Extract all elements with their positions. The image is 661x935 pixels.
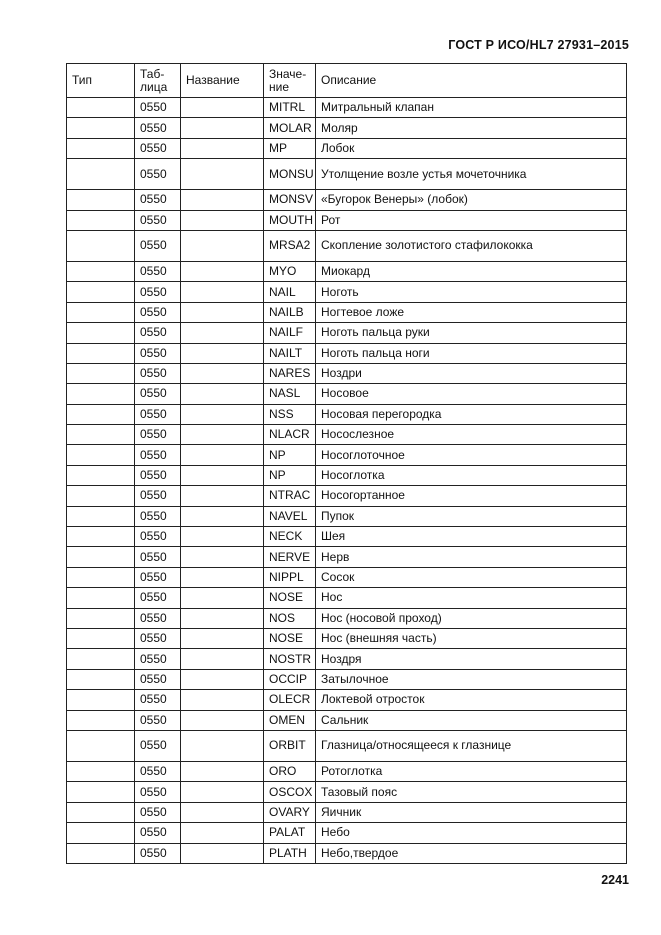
cell-value: NAIL [264, 282, 316, 302]
table-row [67, 506, 627, 526]
cell-table: 0550 [135, 628, 181, 648]
cell-name [181, 98, 264, 118]
cell-name [181, 506, 264, 526]
table-row [67, 486, 627, 506]
cell-table: 0550 [135, 261, 181, 281]
cell-description: Небо [316, 823, 627, 843]
cell-table: 0550 [135, 608, 181, 628]
table-row [67, 404, 627, 424]
cell-table: 0550 [135, 547, 181, 567]
cell-type [67, 730, 135, 761]
cell-description: Скопление золотистого стафилококка [316, 230, 627, 261]
header-value [264, 64, 316, 98]
table-row [67, 302, 627, 322]
cell-type [67, 843, 135, 863]
cell-value: MYO [264, 261, 316, 281]
cell-table: 0550 [135, 710, 181, 730]
cell-name [181, 404, 264, 424]
cell-type [67, 384, 135, 404]
cell-value: NLACR [264, 425, 316, 445]
cell-value: PALAT [264, 823, 316, 843]
cell-type [67, 567, 135, 587]
cell-type [67, 159, 135, 190]
table-row [67, 690, 627, 710]
cell-name [181, 159, 264, 190]
cell-name [181, 486, 264, 506]
table-row [67, 425, 627, 445]
cell-name [181, 782, 264, 802]
cell-description: Митральный клапан [316, 98, 627, 118]
cell-value: PLATH [264, 843, 316, 863]
cell-value: OLECR [264, 690, 316, 710]
table-row [67, 445, 627, 465]
cell-name [181, 210, 264, 230]
cell-value: NAILT [264, 343, 316, 363]
header-name-label: Название [186, 73, 240, 87]
cell-table: 0550 [135, 527, 181, 547]
cell-table: 0550 [135, 343, 181, 363]
cell-value: NSS [264, 404, 316, 424]
header-table [135, 64, 181, 98]
cell-type [67, 302, 135, 322]
table-row [67, 138, 627, 158]
cell-table: 0550 [135, 230, 181, 261]
cell-name [181, 649, 264, 669]
cell-table: 0550 [135, 823, 181, 843]
cell-description: Носоглотка [316, 465, 627, 485]
table-row [67, 527, 627, 547]
table-header [67, 64, 627, 98]
cell-value: NIPPL [264, 567, 316, 587]
cell-value: MOUTH [264, 210, 316, 230]
cell-table: 0550 [135, 282, 181, 302]
cell-table: 0550 [135, 98, 181, 118]
cell-value: MP [264, 138, 316, 158]
cell-type [67, 323, 135, 343]
cell-value: ORBIT [264, 730, 316, 761]
header-description-label: Описание [321, 73, 377, 87]
cell-type [67, 669, 135, 689]
table-row [67, 343, 627, 363]
table-row [67, 384, 627, 404]
cell-table: 0550 [135, 465, 181, 485]
cell-table: 0550 [135, 669, 181, 689]
table-row [67, 323, 627, 343]
cell-table: 0550 [135, 506, 181, 526]
cell-type [67, 823, 135, 843]
cell-name [181, 190, 264, 210]
table-row [67, 230, 627, 261]
table-row [67, 118, 627, 138]
table-row [67, 363, 627, 383]
table-row [67, 465, 627, 485]
cell-name [181, 384, 264, 404]
cell-description: Ноздри [316, 363, 627, 383]
cell-type [67, 506, 135, 526]
table-row [67, 802, 627, 822]
header-description [316, 64, 627, 98]
table-row [67, 730, 627, 761]
cell-name [181, 608, 264, 628]
cell-value: OMEN [264, 710, 316, 730]
cell-value: NOSE [264, 628, 316, 648]
cell-type [67, 486, 135, 506]
cell-description: Моляр [316, 118, 627, 138]
cell-name [181, 823, 264, 843]
header-type [67, 64, 135, 98]
cell-type [67, 98, 135, 118]
table-row [67, 782, 627, 802]
table-row [67, 98, 627, 118]
cell-description: Ноготь [316, 282, 627, 302]
cell-type [67, 138, 135, 158]
cell-table: 0550 [135, 843, 181, 863]
table-row [67, 210, 627, 230]
cell-description: Ротоглотка [316, 761, 627, 781]
cell-table: 0550 [135, 486, 181, 506]
cell-description: Ноготь пальца ноги [316, 343, 627, 363]
header-value-line1: Значе- [269, 66, 307, 81]
cell-name [181, 425, 264, 445]
table-row [67, 843, 627, 863]
cell-description: Ногтевое ложе [316, 302, 627, 322]
cell-type [67, 343, 135, 363]
cell-type [67, 628, 135, 648]
table-row [67, 823, 627, 843]
cell-type [67, 445, 135, 465]
cell-value: OCCIP [264, 669, 316, 689]
cell-type [67, 802, 135, 822]
cell-value: MRSA2 [264, 230, 316, 261]
cell-description: Сосок [316, 567, 627, 587]
cell-value: OSCOX [264, 782, 316, 802]
cell-table: 0550 [135, 190, 181, 210]
cell-description: «Бугорок Венеры» (лобок) [316, 190, 627, 210]
cell-type [67, 118, 135, 138]
table-row [67, 159, 627, 190]
cell-description: Пупок [316, 506, 627, 526]
cell-description: Шея [316, 527, 627, 547]
cell-value: NASL [264, 384, 316, 404]
cell-name [181, 138, 264, 158]
cell-description: Утолщение возле устья мочеточника [316, 159, 627, 190]
cell-name [181, 282, 264, 302]
cell-value: NP [264, 465, 316, 485]
cell-name [181, 588, 264, 608]
cell-table: 0550 [135, 384, 181, 404]
cell-name [181, 761, 264, 781]
cell-type [67, 690, 135, 710]
table-row [67, 261, 627, 281]
cell-table: 0550 [135, 138, 181, 158]
cell-type [67, 404, 135, 424]
code-table [66, 63, 627, 864]
cell-value: OVARY [264, 802, 316, 822]
cell-description: Лобок [316, 138, 627, 158]
cell-description: Ноздря [316, 649, 627, 669]
cell-table: 0550 [135, 445, 181, 465]
table-row [67, 588, 627, 608]
cell-name [181, 730, 264, 761]
cell-name [181, 527, 264, 547]
cell-description: Глазница/относящееся к глазнице [316, 730, 627, 761]
cell-type [67, 282, 135, 302]
cell-description: Ноготь пальца руки [316, 323, 627, 343]
cell-value: NTRAC [264, 486, 316, 506]
cell-table: 0550 [135, 159, 181, 190]
cell-name [181, 843, 264, 863]
cell-name [181, 118, 264, 138]
cell-value: NP [264, 445, 316, 465]
cell-value: MOLAR [264, 118, 316, 138]
table-body [67, 98, 627, 864]
cell-description: Яичник [316, 802, 627, 822]
cell-table: 0550 [135, 802, 181, 822]
cell-name [181, 802, 264, 822]
cell-description: Локтевой отросток [316, 690, 627, 710]
header-table-line2: лица [140, 79, 168, 94]
cell-table: 0550 [135, 782, 181, 802]
cell-value: NERVE [264, 547, 316, 567]
table-row [67, 669, 627, 689]
header-value-line2: ние [269, 79, 290, 94]
cell-description: Носогортанное [316, 486, 627, 506]
cell-value: MONSU [264, 159, 316, 190]
cell-type [67, 782, 135, 802]
cell-value: NAILF [264, 323, 316, 343]
cell-table: 0550 [135, 567, 181, 587]
table-row [67, 190, 627, 210]
cell-type [67, 363, 135, 383]
cell-name [181, 669, 264, 689]
cell-type [67, 210, 135, 230]
cell-description: Рот [316, 210, 627, 230]
cell-value: ORO [264, 761, 316, 781]
cell-table: 0550 [135, 690, 181, 710]
cell-description: Нерв [316, 547, 627, 567]
cell-name [181, 465, 264, 485]
table-row [67, 282, 627, 302]
cell-type [67, 261, 135, 281]
header-table-line1: Таб- [140, 66, 165, 81]
cell-description: Носоглоточное [316, 445, 627, 465]
cell-table: 0550 [135, 649, 181, 669]
cell-type [67, 710, 135, 730]
cell-description: Носовое [316, 384, 627, 404]
cell-description: Затылочное [316, 669, 627, 689]
header-row [67, 64, 627, 98]
table-row [67, 608, 627, 628]
document-header: ГОСТ Р ИСО/HL7 27931–2015 [448, 38, 629, 52]
cell-value: MONSV [264, 190, 316, 210]
cell-value: NARES [264, 363, 316, 383]
cell-type [67, 527, 135, 547]
cell-value: NOSTR [264, 649, 316, 669]
cell-type [67, 608, 135, 628]
cell-type [67, 547, 135, 567]
cell-table: 0550 [135, 210, 181, 230]
table-row [67, 628, 627, 648]
cell-description: Нос [316, 588, 627, 608]
cell-table: 0550 [135, 323, 181, 343]
page-number: 2241 [601, 873, 629, 887]
cell-value: NOSE [264, 588, 316, 608]
cell-table: 0550 [135, 118, 181, 138]
cell-name [181, 710, 264, 730]
cell-name [181, 567, 264, 587]
cell-name [181, 690, 264, 710]
table-row [67, 649, 627, 669]
cell-description: Тазовый пояс [316, 782, 627, 802]
cell-name [181, 323, 264, 343]
cell-type [67, 761, 135, 781]
cell-description: Нос (носовой проход) [316, 608, 627, 628]
cell-table: 0550 [135, 425, 181, 445]
cell-value: NAILB [264, 302, 316, 322]
table-row [67, 567, 627, 587]
cell-type [67, 230, 135, 261]
cell-description: Носовая перегородка [316, 404, 627, 424]
cell-value: MITRL [264, 98, 316, 118]
cell-table: 0550 [135, 404, 181, 424]
cell-value: NAVEL [264, 506, 316, 526]
cell-description: Небо,твердое [316, 843, 627, 863]
cell-table: 0550 [135, 588, 181, 608]
cell-table: 0550 [135, 363, 181, 383]
cell-name [181, 261, 264, 281]
header-name [181, 64, 264, 98]
cell-description: Миокард [316, 261, 627, 281]
cell-description: Носослезное [316, 425, 627, 445]
cell-value: NECK [264, 527, 316, 547]
cell-name [181, 302, 264, 322]
cell-value: NOS [264, 608, 316, 628]
cell-table: 0550 [135, 302, 181, 322]
cell-type [67, 425, 135, 445]
cell-type [67, 649, 135, 669]
cell-name [181, 628, 264, 648]
cell-table: 0550 [135, 761, 181, 781]
table-row [67, 547, 627, 567]
cell-type [67, 190, 135, 210]
cell-name [181, 230, 264, 261]
cell-name [181, 343, 264, 363]
cell-description: Нос (внешняя часть) [316, 628, 627, 648]
table-row [67, 761, 627, 781]
table-row [67, 710, 627, 730]
cell-description: Сальник [316, 710, 627, 730]
cell-type [67, 588, 135, 608]
cell-type [67, 465, 135, 485]
header-type-label: Тип [72, 73, 93, 87]
cell-name [181, 363, 264, 383]
cell-name [181, 547, 264, 567]
cell-name [181, 445, 264, 465]
cell-table: 0550 [135, 730, 181, 761]
